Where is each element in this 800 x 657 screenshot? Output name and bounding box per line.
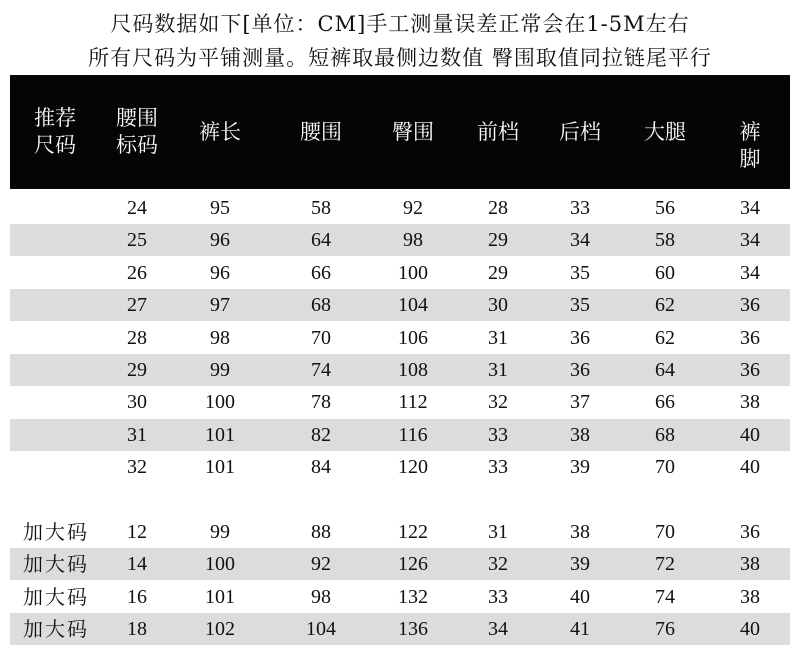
- header-hip: 臀围: [392, 120, 434, 144]
- table-row: [10, 419, 790, 451]
- table-row: [10, 224, 790, 256]
- table-cell: 66: [311, 262, 331, 284]
- table-cell: 78: [311, 391, 331, 413]
- table-cell: 98: [311, 586, 331, 608]
- table-cell: 34: [740, 197, 760, 219]
- table-row: [10, 451, 790, 483]
- table-cell: 32: [488, 553, 508, 575]
- table-cell: 25: [127, 229, 147, 251]
- table-cell: 35: [570, 294, 590, 316]
- table-cell: 38: [740, 553, 760, 575]
- table-cell: 14: [127, 553, 147, 575]
- table-cell: 40: [740, 424, 760, 446]
- table-cell: 34: [570, 229, 590, 251]
- table-cell: 92: [403, 197, 423, 219]
- table-cell: 72: [655, 553, 675, 575]
- table-cell: 122: [398, 521, 428, 543]
- table-cell: 31: [127, 424, 147, 446]
- table-cell: 99: [210, 359, 230, 381]
- table-cell: 18: [127, 618, 147, 640]
- table-cell: 74: [311, 359, 331, 381]
- table-cell: 66: [655, 391, 675, 413]
- table-cell: 92: [311, 553, 331, 575]
- table-cell: 41: [570, 618, 590, 640]
- table-cell: 32: [488, 391, 508, 413]
- title-line-2: 所有尺码为平铺测量。短裤取最侧边数值 臀围取值同拉链尾平行: [88, 46, 712, 70]
- table-cell: 33: [570, 197, 590, 219]
- header-back-rise: 后档: [559, 120, 601, 144]
- table-cell: 64: [311, 229, 331, 251]
- table-cell: 36: [570, 327, 590, 349]
- table-cell: 39: [570, 553, 590, 575]
- row-size-label: 加大码: [23, 552, 89, 576]
- table-cell: 136: [398, 618, 428, 640]
- table-cell: 29: [488, 262, 508, 284]
- table-cell: 116: [398, 424, 428, 446]
- table-cell: 36: [740, 521, 760, 543]
- row-size-label: 加大码: [23, 617, 89, 641]
- table-cell: 31: [488, 327, 508, 349]
- table-cell: 104: [306, 618, 336, 640]
- table-cell: 96: [210, 229, 230, 251]
- header-leg-opening: 裤脚: [739, 120, 761, 171]
- table-cell: 39: [570, 456, 590, 478]
- table-cell: 34: [488, 618, 508, 640]
- table-cell: 38: [570, 424, 590, 446]
- table-cell: 30: [127, 391, 147, 413]
- table-cell: 24: [127, 197, 147, 219]
- table-cell: 99: [210, 521, 230, 543]
- table-cell: 56: [655, 197, 675, 219]
- table-cell: 102: [205, 618, 235, 640]
- table-cell: 33: [488, 424, 508, 446]
- title-line-1: 尺码数据如下[单位：CM]手工测量误差正常会在1-5M左右: [110, 12, 690, 36]
- table-cell: 33: [488, 586, 508, 608]
- header-recommended-size: 推荐 尺码: [34, 106, 76, 157]
- table-cell: 34: [740, 262, 760, 284]
- table-cell: 40: [740, 456, 760, 478]
- table-cell: 12: [127, 521, 147, 543]
- table-cell: 35: [570, 262, 590, 284]
- table-cell: 38: [740, 391, 760, 413]
- table-cell: 101: [205, 586, 235, 608]
- table-cell: 100: [205, 391, 235, 413]
- table-cell: 31: [488, 521, 508, 543]
- table-cell: 36: [740, 294, 760, 316]
- table-cell: 29: [488, 229, 508, 251]
- table-cell: 100: [205, 553, 235, 575]
- table-row: [10, 516, 790, 548]
- table-cell: 70: [655, 521, 675, 543]
- table-cell: 74: [655, 586, 675, 608]
- header-waist-label-size: 腰围 标码: [116, 106, 158, 157]
- table-cell: 60: [655, 262, 675, 284]
- table-cell: 106: [398, 327, 428, 349]
- header-length: 裤长: [199, 120, 241, 144]
- table-cell: 70: [311, 327, 331, 349]
- table-cell: 38: [570, 521, 590, 543]
- table-cell: 28: [127, 327, 147, 349]
- table-cell: 36: [740, 327, 760, 349]
- table-cell: 16: [127, 586, 147, 608]
- table-cell: 68: [311, 294, 331, 316]
- table-row: [10, 386, 790, 418]
- table-cell: 33: [488, 456, 508, 478]
- table-header: [10, 75, 790, 189]
- table-cell: 95: [210, 197, 230, 219]
- table-cell: 58: [655, 229, 675, 251]
- table-row: [10, 257, 790, 289]
- table-cell: 98: [403, 229, 423, 251]
- table-cell: 29: [127, 359, 147, 381]
- table-cell: 62: [655, 294, 675, 316]
- table-cell: 70: [655, 456, 675, 478]
- table-cell: 120: [398, 456, 428, 478]
- header-waist: 腰围: [300, 120, 342, 144]
- table-cell: 36: [740, 359, 760, 381]
- header-thigh: 大腿: [644, 120, 686, 144]
- table-cell: 40: [740, 618, 760, 640]
- table-cell: 97: [210, 294, 230, 316]
- table-cell: 36: [570, 359, 590, 381]
- table-row: [10, 322, 790, 354]
- table-cell: 84: [311, 456, 331, 478]
- table-cell: 64: [655, 359, 675, 381]
- table-cell: 104: [398, 294, 428, 316]
- table-cell: 31: [488, 359, 508, 381]
- table-cell: 101: [205, 456, 235, 478]
- table-row: [10, 354, 790, 386]
- header-front-rise: 前档: [477, 120, 519, 144]
- table-cell: 38: [740, 586, 760, 608]
- table-cell: 76: [655, 618, 675, 640]
- table-cell: 32: [127, 456, 147, 478]
- table-cell: 82: [311, 424, 331, 446]
- table-cell: 98: [210, 327, 230, 349]
- table-cell: 101: [205, 424, 235, 446]
- table-row: [10, 581, 790, 613]
- table-cell: 108: [398, 359, 428, 381]
- table-cell: 37: [570, 391, 590, 413]
- table-cell: 30: [488, 294, 508, 316]
- row-size-label: 加大码: [23, 585, 89, 609]
- table-row: [10, 192, 790, 224]
- table-cell: 27: [127, 294, 147, 316]
- row-size-label: 加大码: [23, 520, 89, 544]
- table-cell: 126: [398, 553, 428, 575]
- table-row: [10, 548, 790, 580]
- table-cell: 68: [655, 424, 675, 446]
- table-cell: 58: [311, 197, 331, 219]
- table-cell: 100: [398, 262, 428, 284]
- table-cell: 28: [488, 197, 508, 219]
- table-cell: 34: [740, 229, 760, 251]
- table-cell: 132: [398, 586, 428, 608]
- table-cell: 40: [570, 586, 590, 608]
- table-cell: 62: [655, 327, 675, 349]
- table-cell: 96: [210, 262, 230, 284]
- table-row: [10, 613, 790, 645]
- table-cell: 112: [398, 391, 428, 413]
- table-row: [10, 289, 790, 321]
- table-cell: 26: [127, 262, 147, 284]
- table-cell: 88: [311, 521, 331, 543]
